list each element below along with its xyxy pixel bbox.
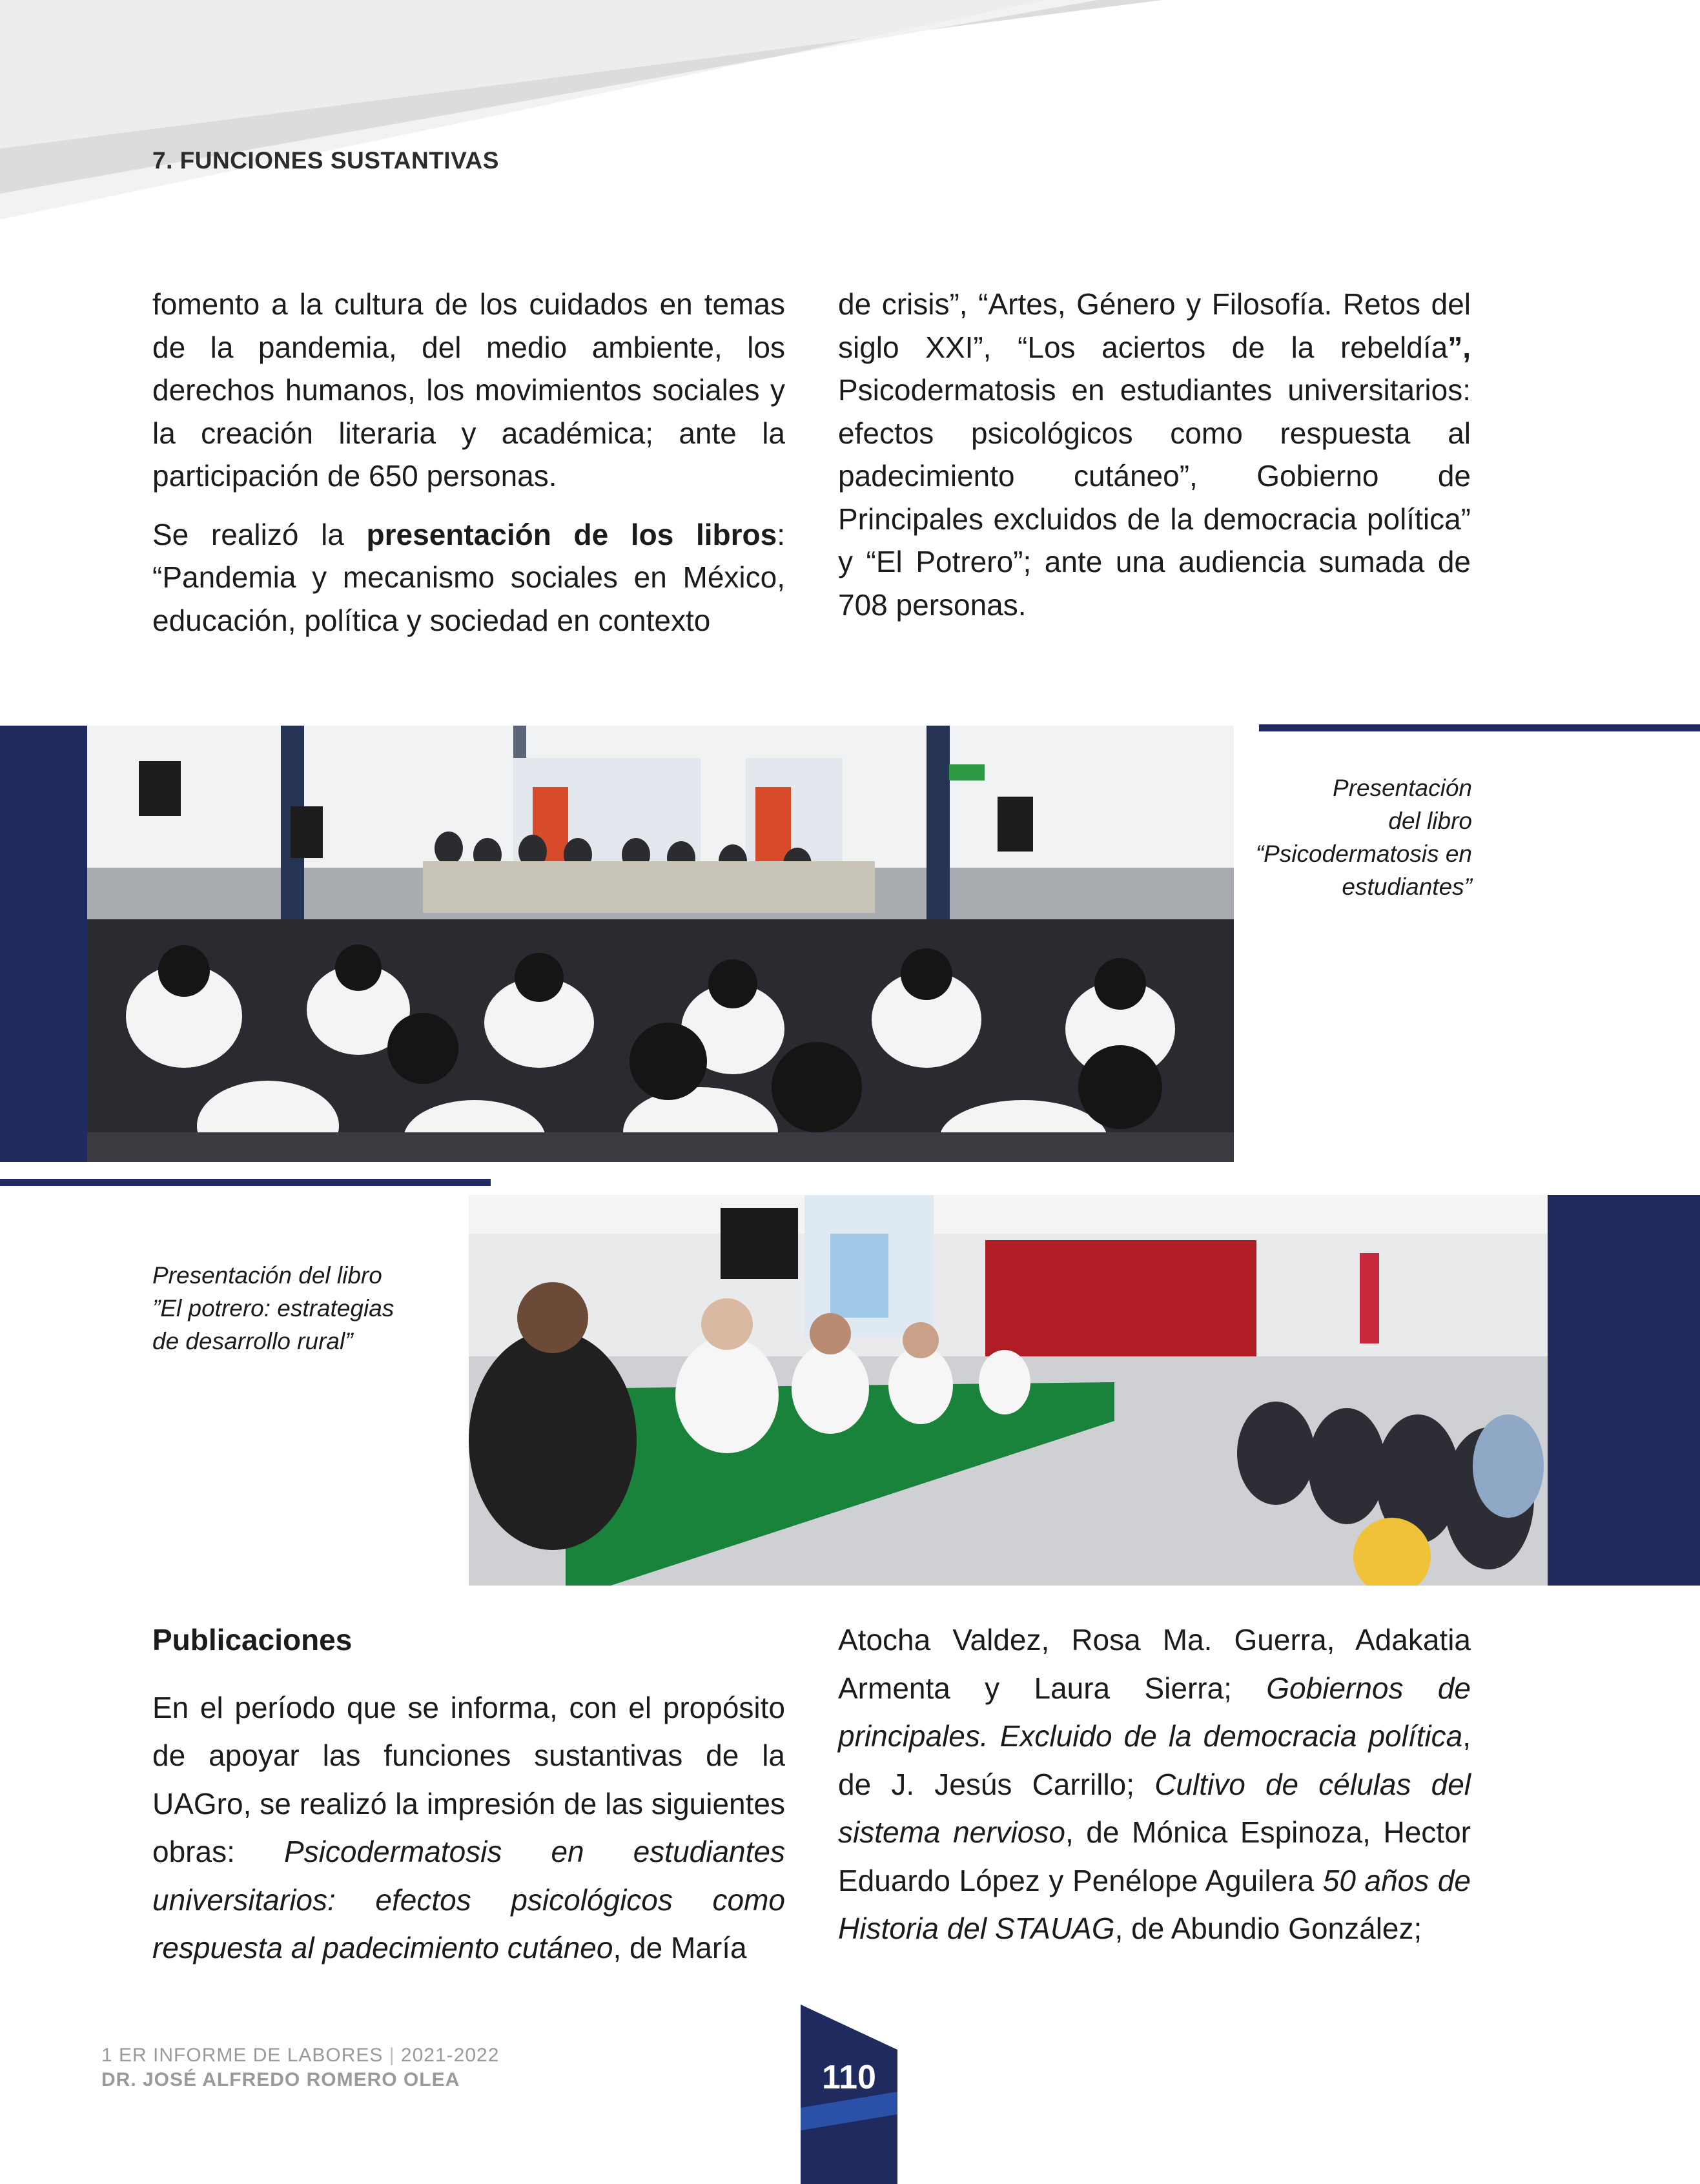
italic-span: 50 años de Historia del STAUAG [838, 1863, 1471, 1945]
navy-rule-right [1259, 724, 1700, 731]
section-title: 7. FUNCIONES SUSTANTIVAS [152, 147, 499, 174]
heading-publicaciones: Publicaciones [152, 1623, 353, 1657]
header-swoosh-decoration [0, 0, 1700, 232]
paragraph-presentacion [152, 513, 785, 642]
text-span: : “Pandemia y mecanismo sociales en México, educación, política y sociedad en contexto [152, 517, 785, 637]
footer-author: DR. JOSÉ ALFREDO ROMERO OLEA [101, 2069, 460, 2090]
caption-line: “Psicodermatosis en [1255, 841, 1472, 867]
text-span: , de J. Jesús Carrillo; [838, 1719, 1471, 1801]
navy-rule-left [0, 1179, 491, 1186]
italic-span: Gobiernos de principales. Excluido de la democracia política [838, 1671, 1471, 1753]
bold-span: ”, [1448, 330, 1471, 364]
caption-line: de desarrollo rural” [152, 1328, 353, 1354]
photo-el-potrero-presentation [469, 1195, 1548, 1586]
photo-psicodermatosis-presentation [87, 726, 1234, 1162]
paragraph-libros [838, 283, 1471, 626]
text-span: , de Abundio González; [1114, 1912, 1422, 1945]
page-number: 110 [822, 2059, 876, 2096]
paragraph-publicaciones-cont [838, 1616, 1471, 1953]
caption-line: estudiantes” [1342, 873, 1472, 900]
italic-span: Psicodermatosis en estudiantes universitarios: efectos psicológicos como respuesta al padecimiento cutáneo [152, 1835, 785, 1965]
text-span: Atocha Valdez, Rosa Ma. Guerra, Adakatia Armenta y Laura Sierra; [838, 1623, 1471, 1705]
navy-side-block-right [1546, 1195, 1700, 1586]
top-text-column-1 [152, 283, 785, 657]
footer-years: 2021-2022 [400, 2045, 500, 2066]
footer-report-title: 1 ER INFORME DE LABORES | 2021-2022 [101, 2045, 500, 2066]
text-span: Psicodermatosis en estudiantes universitarios: efectos psicológicos como respuesta al padecimiento cutáneo”, Gobierno de Principales excluidos de la democracia política” y “El Potrero”; ante una audiencia sumada de 708 personas. [838, 373, 1471, 622]
text-span: de crisis”, “Artes, Género y Filosofía. Retos del siglo XXI”, “Los aciertos de la rebeldía [838, 287, 1471, 364]
bold-span: presentación de los libros [366, 517, 777, 551]
caption-line: Presentación del libro [152, 1262, 382, 1289]
navy-side-block-left [0, 726, 87, 1162]
paragraph-publicaciones [152, 1684, 785, 1972]
text-span: En el período que se informa, con el propósito de apoyar las funciones sustantivas de la UAGro, se realizó la impresión de las siguientes obras: [152, 1690, 785, 1868]
text-span: , de Mónica Espinoza, Hector Eduardo López y Penélope Aguilera [838, 1815, 1471, 1897]
caption-line: ”El potrero: estrategias [152, 1295, 394, 1322]
bottom-text-column-1 [152, 1616, 785, 1988]
caption-line: Presentación [1333, 775, 1472, 801]
text-span: Se realizó la [152, 517, 367, 551]
top-text-column-2 [838, 283, 1471, 642]
footer-report: 1 ER INFORME DE LABORES [101, 2045, 384, 2066]
caption-line: del libro [1388, 808, 1472, 834]
paragraph-cultura: fomento a la cultura de los cuidados en temas de la pandemia, del medio ambiente, los derechos humanos, los movimientos sociales y la creación literaria y académica; ante la participación de 650 personas. [152, 287, 785, 493]
caption-photo-2 [152, 1259, 443, 1358]
bottom-text-column-2 [838, 1616, 1471, 1968]
text-span: , de María [613, 1931, 747, 1965]
italic-span: Cultivo de células del sistema nervioso [838, 1767, 1471, 1849]
caption-photo-1 [1149, 771, 1472, 903]
